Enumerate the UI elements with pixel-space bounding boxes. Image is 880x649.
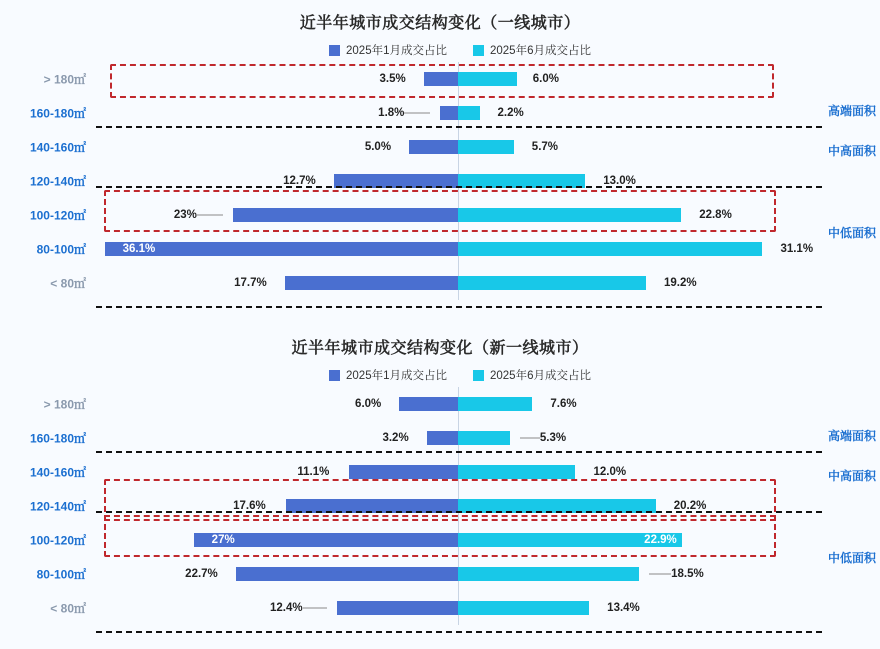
value-label-series1: 12.4% [270, 602, 303, 614]
group-divider [96, 511, 822, 513]
group-divider [96, 186, 822, 188]
legend-label-series2: 2025年6月成交占比 [490, 45, 591, 57]
value-label-series1: 6.0% [355, 398, 382, 410]
category-label: 100-120㎡ [29, 533, 86, 548]
value-label-series1: 5.0% [364, 141, 392, 153]
group-divider [96, 631, 822, 633]
group-divider [96, 306, 822, 308]
value-label-series2: 13.4% [607, 602, 640, 614]
page-title-2: 近半年城市成交结构变化（新一线城市） [291, 340, 589, 357]
bars-area [96, 130, 820, 164]
value-label-series1: 36.1% [122, 243, 156, 255]
category-label: 120-140㎡ [29, 499, 86, 514]
bar-series1 [349, 465, 458, 479]
bar-series2 [458, 397, 532, 411]
bar-series1 [440, 106, 458, 120]
bar-series2 [458, 567, 639, 581]
bar-series2 [458, 140, 514, 154]
bar-series2 [458, 601, 589, 615]
chart-row [0, 96, 880, 130]
chart-row [0, 489, 880, 523]
bar-series2 [458, 431, 510, 445]
bar-series1 [409, 140, 458, 154]
chart-row [0, 232, 880, 266]
group-label: 中高面积 [827, 144, 876, 158]
legend-label-series1: 2025年1月成交占比 [346, 45, 447, 57]
category-label: 80-100㎡ [36, 242, 86, 257]
bars-area [96, 591, 820, 625]
legend-label-series1-2: 2025年1月成交占比 [346, 370, 447, 382]
legend-item-series2 [473, 42, 591, 58]
bar-series2 [458, 465, 575, 479]
chart-row [0, 387, 880, 421]
bars-area [96, 198, 820, 232]
chart-row [0, 421, 880, 455]
bar-series1 [285, 276, 458, 290]
chart-row [0, 557, 880, 591]
value-label-series2: 2.2% [497, 107, 524, 119]
value-label-series2: 5.3% [539, 432, 567, 444]
category-label: 140-160㎡ [29, 465, 86, 480]
legend-item-series2-2 [473, 367, 591, 383]
bar-series1 [236, 567, 458, 581]
bars-area [96, 421, 820, 455]
value-label-series1: 27% [211, 534, 235, 546]
value-label-series1: 17.7% [234, 277, 267, 289]
chart-panel-newtier1 [0, 325, 880, 649]
value-label-series1: 22.7% [185, 568, 218, 580]
value-label-series2: 19.2% [663, 277, 697, 289]
group-label: 高端面积 [827, 429, 876, 443]
leader-line [197, 215, 223, 216]
bars-area [96, 455, 820, 489]
legend-swatch-series2 [473, 45, 484, 56]
bar-series2 [458, 242, 762, 256]
bar-series1 [399, 397, 458, 411]
category-label: 120-140㎡ [29, 174, 86, 189]
group-divider [96, 451, 822, 453]
chart-row [0, 455, 880, 489]
bars-area [96, 96, 820, 130]
leader-line [520, 438, 540, 439]
value-label-series2: 6.0% [532, 73, 559, 85]
value-label-series1: 1.8% [378, 107, 405, 119]
bar-series1 [424, 72, 458, 86]
leader-line [404, 113, 430, 114]
category-label: < 80㎡ [50, 276, 86, 291]
category-label: 160-180㎡ [29, 106, 86, 121]
chart-row [0, 266, 880, 300]
group-label: 中低面积 [827, 226, 876, 240]
value-label-series1: 11.1% [297, 466, 330, 478]
leader-line [303, 608, 327, 609]
chart-row [0, 591, 880, 625]
bar-series1 [233, 208, 458, 222]
group-label: 高端面积 [827, 104, 876, 118]
group-divider [96, 126, 822, 128]
bar-series2 [458, 208, 681, 222]
value-label-series2: 22.8% [699, 209, 732, 221]
bars-area [96, 387, 820, 421]
bars-area [96, 62, 820, 96]
chart-row [0, 62, 880, 96]
category-label: 100-120㎡ [29, 208, 86, 223]
value-label-series2: 31.1% [780, 243, 814, 255]
bar-series1 [427, 431, 458, 445]
chart-row [0, 198, 880, 232]
group-label: 中低面积 [827, 551, 876, 565]
category-label: > 180㎡ [43, 72, 86, 87]
value-label-series2: 22.9% [644, 534, 677, 546]
category-label: > 180㎡ [43, 397, 86, 412]
bar-chart-tier1 [0, 62, 880, 300]
legend-swatch-series1-2 [329, 370, 340, 381]
value-label-series2: 7.6% [550, 398, 577, 410]
legend-newtier1 [0, 367, 880, 383]
bars-area [96, 266, 820, 300]
bars-area [96, 557, 820, 591]
bar-series2 [458, 276, 646, 290]
value-label-series2: 20.2% [673, 500, 707, 512]
bar-series2 [458, 106, 480, 120]
chart-row [0, 164, 880, 198]
category-label: < 80㎡ [50, 601, 86, 616]
bar-series1 [105, 242, 458, 256]
legend-item-series1-2 [329, 367, 447, 383]
chart-row [0, 523, 880, 557]
legend-swatch-series1 [329, 45, 340, 56]
bars-area [96, 232, 820, 266]
group-label: 中高面积 [827, 469, 876, 483]
bar-series1 [337, 601, 458, 615]
value-label-series2: 5.7% [531, 141, 559, 153]
legend-label-series2-2: 2025年6月成交占比 [490, 370, 591, 382]
leader-line [649, 574, 671, 575]
bars-area [96, 523, 820, 557]
value-label-series1: 17.6% [233, 500, 266, 512]
chart-row [0, 130, 880, 164]
value-label-series2: 12.0% [593, 466, 627, 478]
value-label-series2: 13.0% [603, 175, 636, 187]
bars-area [96, 489, 820, 523]
value-label-series1: 23% [173, 209, 197, 221]
value-label-series1: 3.5% [379, 73, 406, 85]
category-label: 140-160㎡ [29, 140, 86, 155]
category-label: 80-100㎡ [36, 567, 86, 582]
value-label-series2: 18.5% [671, 568, 704, 580]
legend-item-series1 [329, 42, 447, 58]
bars-area [96, 164, 820, 198]
category-label: 160-180㎡ [29, 431, 86, 446]
value-label-series1: 12.7% [283, 175, 316, 187]
value-label-series1: 3.2% [382, 432, 409, 444]
legend-swatch-series2-2 [473, 370, 484, 381]
legend-tier1 [0, 42, 880, 58]
bar-chart-newtier1 [0, 387, 880, 625]
page-title: 近半年城市成交结构变化（一线城市） [299, 15, 581, 32]
bar-series2 [458, 72, 517, 86]
